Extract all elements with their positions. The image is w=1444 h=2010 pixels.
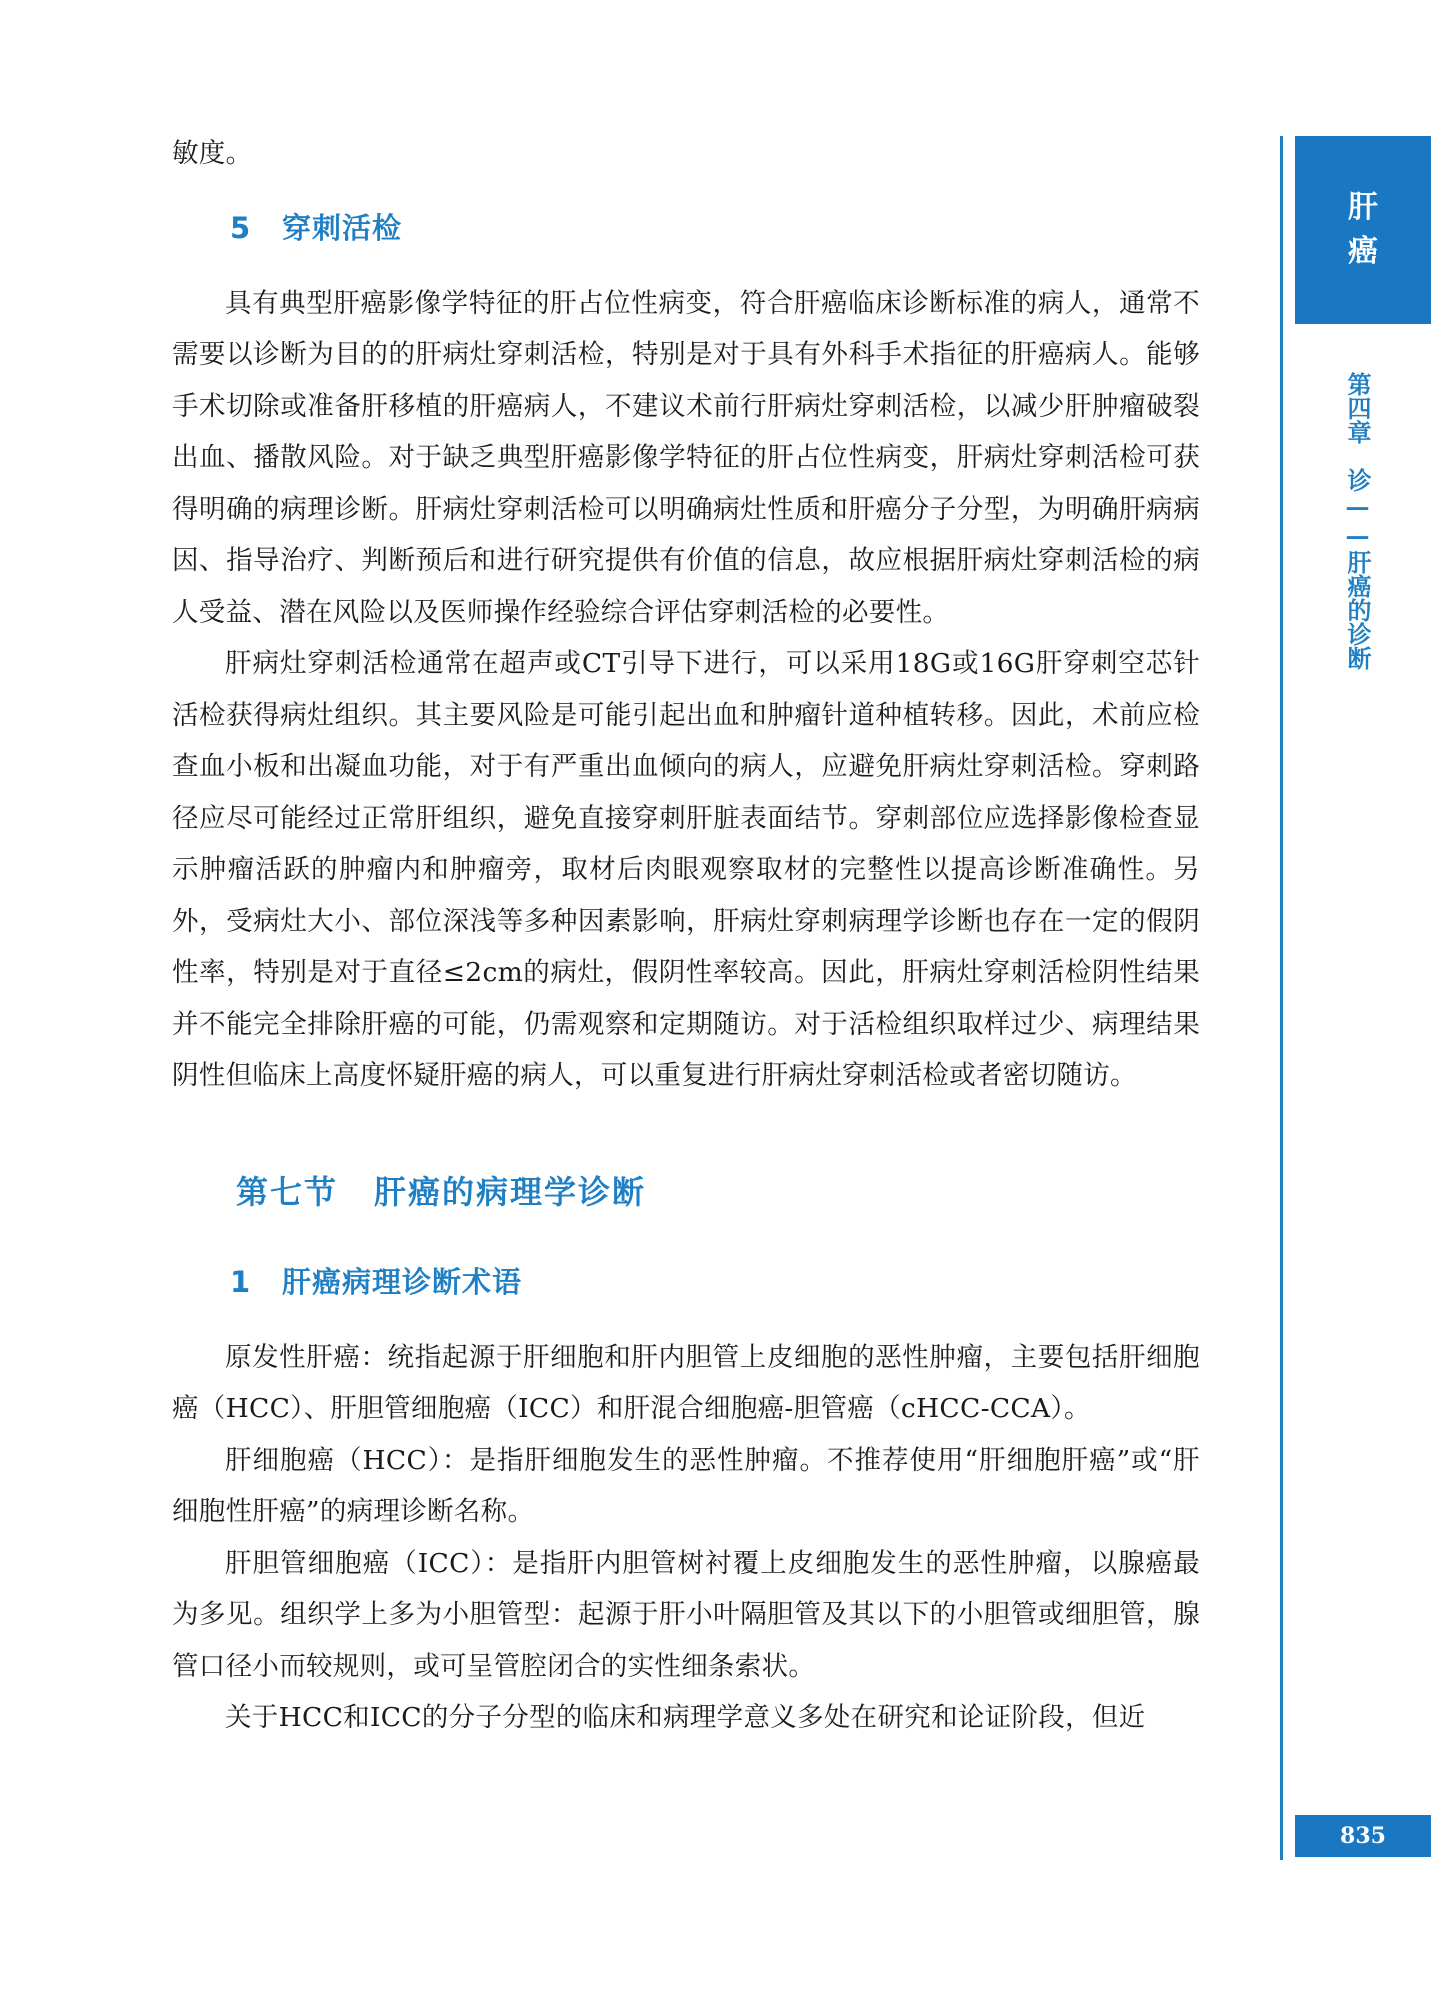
section-heading-chapter-7	[172, 1170, 1200, 1214]
main-text-column	[172, 128, 1200, 1744]
section-number: 1	[230, 1264, 252, 1299]
paragraph: 关于HCC和ICC的分子分型的临床和病理学意义多处在研究和论证阶段，但近	[225, 1702, 1146, 1733]
paragraph-continued: 敏度。	[172, 138, 253, 169]
sidebar-topic-tab	[1295, 136, 1431, 324]
section-number: 5	[230, 210, 252, 245]
paragraph: 肝胆管细胞癌（ICC）：是指肝内胆管树衬覆上皮细胞发生的恶性肿瘤，以腺癌最为多见。组织学上多为小胆管型：起源于肝小叶隔胆管及其以下的小胆管或细胆管，腺管口径小而较规则，或可呈管腔闭合的实性细条索状。	[172, 1547, 1200, 1682]
chapter-title: 肝癌的病理学诊断	[374, 1172, 647, 1211]
section-heading-5	[172, 208, 1200, 248]
chapter-label: 第七节	[236, 1172, 339, 1211]
section-title: 肝癌病理诊断术语	[282, 1264, 523, 1299]
paragraph: 肝病灶穿刺活检通常在超声或CT引导下进行，可以采用18G或16G肝穿刺空芯针活检获得病灶组织。其主要风险是可能引起出血和肿瘤针道种植转移。因此，术前应检查血小板和出凝血功能，对于有严重出血倾向的病人，应避免肝病灶穿刺活检。穿刺路径应尽可能经过正常肝组织，避免直接穿刺肝脏表面结节。穿刺部位应选择影像检查显示肿瘤活跃的肿瘤内和肿瘤旁，取材后肉眼观察取材的完整性以提高诊断准确性。另外，受病灶大小、部位深浅等多种因素影响，肝病灶穿刺病理学诊断也存在一定的假阴性率，特别是对于直径≤2cm的病灶，假阴性率较高。因此，肝病灶穿刺活检阴性结果并不能完全排除肝癌的可能，仍需观察和定期随访。对于活检组织取样过少、病理结果阴性但临床上高度怀疑肝癌的病人，可以重复进行肝病灶穿刺活检或者密切随访。	[172, 648, 1200, 1091]
paragraph: 原发性肝癌：统指起源于肝细胞和肝内胆管上皮细胞的恶性肿瘤，主要包括肝细胞癌（HCC）、肝胆管细胞癌（ICC）和肝混合细胞癌-胆管癌（cHCC-CCA）。	[172, 1341, 1200, 1424]
sidebar-chapter-title: 第四章 诊——肝癌的诊断	[1343, 372, 1372, 670]
sidebar-tab-char: 癌	[1348, 234, 1378, 269]
sidebar-divider-line	[1280, 136, 1283, 1860]
page-number: 835	[1295, 1815, 1431, 1857]
paragraph: 具有典型肝癌影像学特征的肝占位性病变，符合肝癌临床诊断标准的病人，通常不需要以诊断为目的的肝病灶穿刺活检，特别是对于具有外科手术指征的肝癌病人。能够手术切除或准备肝移植的肝癌病人，不建议术前行肝病灶穿刺活检，以减少肝肿瘤破裂出血、播散风险。对于缺乏典型肝癌影像学特征的肝占位性病变，肝病灶穿刺活检可获得明确的病理诊断。肝病灶穿刺活检可以明确病灶性质和肝癌分子分型，为明确肝病病因、指导治疗、判断预后和进行研究提供有价值的信息，故应根据肝病灶穿刺活检的病人受益、潜在风险以及医师操作经验综合评估穿刺活检的必要性。	[172, 287, 1200, 628]
section-heading-1	[172, 1262, 1200, 1302]
section-title: 穿刺活检	[282, 210, 403, 245]
paragraph: 肝细胞癌（HCC）：是指肝细胞发生的恶性肿瘤。不推荐使用“肝细胞肝癌”或“肝细胞性肝癌”的病理诊断名称。	[172, 1444, 1200, 1527]
sidebar-tab-char: 肝	[1348, 190, 1378, 225]
